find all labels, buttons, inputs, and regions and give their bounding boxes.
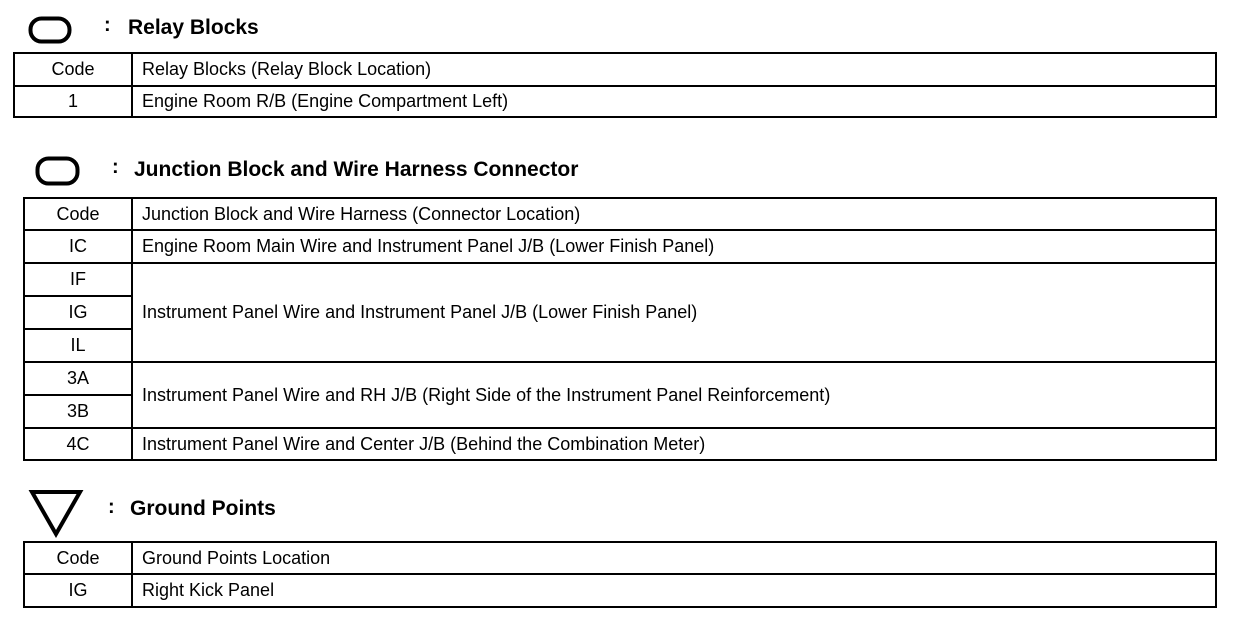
code-cell: IG: [24, 574, 132, 607]
rounded-rectangle-icon: [28, 16, 74, 46]
junction-block-heading: [0, 150, 800, 190]
table-row: [14, 86, 1216, 117]
table-header-row: [14, 53, 1216, 86]
code-cell: 3B: [24, 395, 132, 428]
location-header: Junction Block and Wire Harness (Connector Location): [132, 198, 1216, 230]
code-cell: IF: [24, 263, 132, 296]
table-header-row: [24, 198, 1216, 230]
location-header: Ground Points Location: [132, 542, 1216, 574]
rounded-rectangle-icon: [35, 156, 81, 188]
table-row: [24, 428, 1216, 460]
relay-blocks-table: [13, 52, 1217, 118]
table-row: [24, 574, 1216, 607]
location-cell: Instrument Panel Wire and RH J/B (Right Side of the Instrument Panel Reinforcement): [132, 362, 1216, 428]
code-cell: IC: [24, 230, 132, 263]
code-cell: 3A: [24, 362, 132, 395]
ground-points-heading: [0, 486, 600, 538]
code-header: Code: [14, 53, 132, 86]
ground-points-table: [23, 541, 1217, 608]
table-row: [24, 362, 1216, 395]
heading-colon: :: [104, 14, 111, 36]
junction-block-table: [23, 197, 1217, 461]
location-cell: Engine Room R/B (Engine Compartment Left): [132, 86, 1216, 117]
location-header: Relay Blocks (Relay Block Location): [132, 53, 1216, 86]
heading-colon: :: [112, 156, 119, 178]
table-row: [24, 230, 1216, 263]
code-cell: 4C: [24, 428, 132, 460]
relay-blocks-heading: [0, 8, 600, 48]
location-cell: Right Kick Panel: [132, 574, 1216, 607]
heading-colon: :: [108, 496, 115, 518]
section-title: Ground Points: [130, 497, 276, 520]
table-row: [24, 263, 1216, 296]
code-header: Code: [24, 198, 132, 230]
down-triangle-icon: [28, 488, 84, 538]
section-title: Junction Block and Wire Harness Connector: [134, 158, 579, 181]
code-cell: IG: [24, 296, 132, 329]
table-header-row: [24, 542, 1216, 574]
section-title: Relay Blocks: [128, 16, 259, 39]
location-cell: Instrument Panel Wire and Instrument Panel J/B (Lower Finish Panel): [132, 263, 1216, 362]
code-cell: IL: [24, 329, 132, 362]
location-cell: Instrument Panel Wire and Center J/B (Behind the Combination Meter): [132, 428, 1216, 460]
location-cell: Engine Room Main Wire and Instrument Panel J/B (Lower Finish Panel): [132, 230, 1216, 263]
code-cell: 1: [14, 86, 132, 117]
code-header: Code: [24, 542, 132, 574]
